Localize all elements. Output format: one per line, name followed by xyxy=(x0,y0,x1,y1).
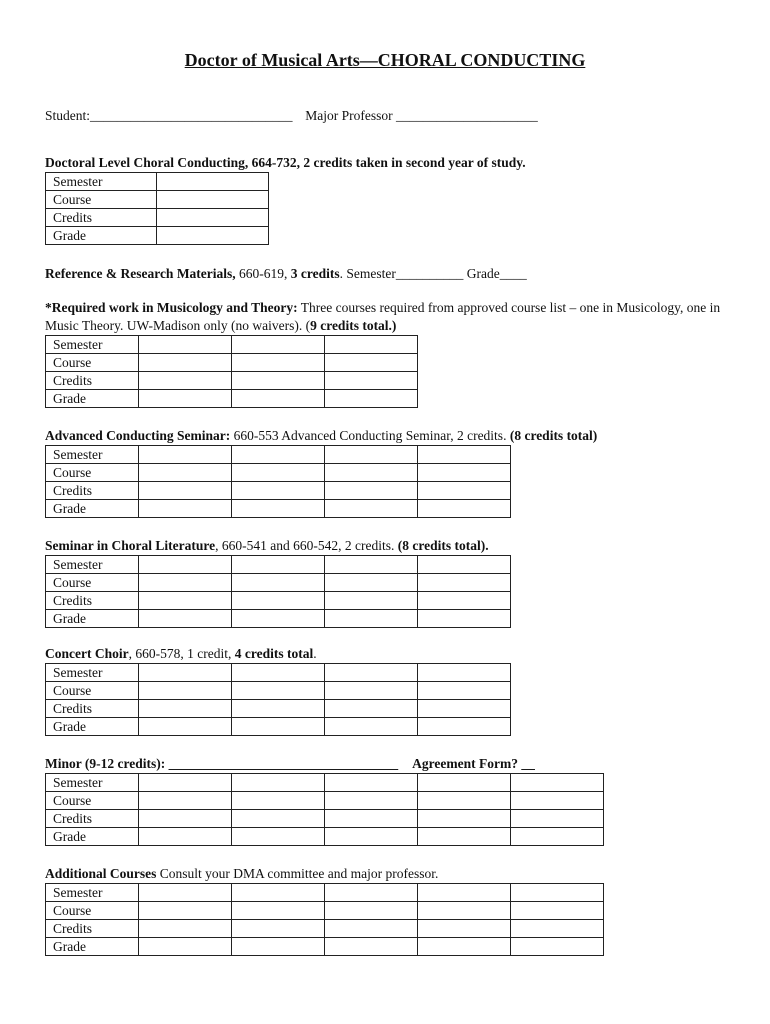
minor-field[interactable]: Minor (9-12 credits): __________________________________ xyxy=(45,756,399,771)
table-cell[interactable] xyxy=(139,810,232,828)
table-cell[interactable] xyxy=(325,700,418,718)
additional-courses-table xyxy=(45,883,604,956)
table-cell[interactable] xyxy=(418,610,511,628)
row-label: Semester xyxy=(46,336,139,354)
doctoral-table xyxy=(45,172,269,245)
table-cell[interactable] xyxy=(139,664,232,682)
literature-text-1: , 660-541 and 660-542, 2 credits. xyxy=(215,538,398,553)
page-title: Doctor of Musical Arts—CHORAL CONDUCTING xyxy=(184,50,586,70)
table-row xyxy=(46,902,604,920)
table-row xyxy=(46,884,604,902)
reference-line xyxy=(45,265,527,283)
table-cell[interactable] xyxy=(139,718,232,736)
table-cell[interactable] xyxy=(232,354,325,372)
table-cell[interactable] xyxy=(418,500,511,518)
table-cell[interactable] xyxy=(139,682,232,700)
table-row xyxy=(46,227,269,245)
musicology-theory-table xyxy=(45,335,418,408)
required-heading xyxy=(45,299,725,335)
table-cell[interactable] xyxy=(232,792,325,810)
table-cell[interactable] xyxy=(325,500,418,518)
minor-heading xyxy=(45,755,535,773)
row-label: Course xyxy=(46,574,139,592)
table-cell[interactable] xyxy=(418,682,511,700)
table-cell[interactable] xyxy=(418,718,511,736)
row-label: Credits xyxy=(46,920,139,938)
table-cell[interactable] xyxy=(139,592,232,610)
table-cell[interactable] xyxy=(511,938,604,956)
table-cell[interactable] xyxy=(232,938,325,956)
choir-text-2: . xyxy=(313,646,317,661)
table-cell[interactable] xyxy=(325,920,418,938)
table-row xyxy=(46,209,269,227)
table-cell[interactable] xyxy=(232,574,325,592)
doctoral-heading xyxy=(45,154,526,172)
student-field[interactable]: Student:______________________________ xyxy=(45,108,293,123)
table-cell[interactable] xyxy=(325,610,418,628)
table-cell[interactable] xyxy=(418,828,511,846)
table-cell[interactable] xyxy=(139,574,232,592)
table-cell[interactable] xyxy=(325,810,418,828)
table-cell[interactable] xyxy=(418,902,511,920)
table-row xyxy=(46,482,511,500)
row-label: Semester xyxy=(46,664,139,682)
table-cell[interactable] xyxy=(139,828,232,846)
row-label: Semester xyxy=(46,884,139,902)
table-cell[interactable] xyxy=(157,227,269,245)
table-cell[interactable] xyxy=(418,482,511,500)
table-cell[interactable] xyxy=(418,574,511,592)
additional-heading xyxy=(45,865,438,883)
table-cell[interactable] xyxy=(325,682,418,700)
table-cell[interactable] xyxy=(325,938,418,956)
row-label: Grade xyxy=(46,500,139,518)
row-label: Course xyxy=(46,191,157,209)
table-cell[interactable] xyxy=(511,884,604,902)
table-row xyxy=(46,700,511,718)
row-label: Grade xyxy=(46,390,139,408)
table-cell[interactable] xyxy=(157,173,269,191)
table-cell[interactable] xyxy=(232,446,325,464)
table-row xyxy=(46,574,511,592)
table-cell[interactable] xyxy=(418,884,511,902)
table-cell[interactable] xyxy=(418,810,511,828)
table-cell[interactable] xyxy=(232,610,325,628)
table-cell[interactable] xyxy=(418,464,511,482)
table-cell[interactable] xyxy=(232,884,325,902)
advanced-heading xyxy=(45,427,597,445)
reference-bold-1: Reference & Research Materials, xyxy=(45,266,236,281)
row-label: Grade xyxy=(46,828,139,846)
row-label: Grade xyxy=(46,227,157,245)
table-cell[interactable] xyxy=(139,700,232,718)
table-cell[interactable] xyxy=(511,774,604,792)
table-row xyxy=(46,446,511,464)
literature-table xyxy=(45,555,511,628)
table-row xyxy=(46,810,604,828)
row-label: Credits xyxy=(46,810,139,828)
table-cell[interactable] xyxy=(418,792,511,810)
row-label: Grade xyxy=(46,610,139,628)
table-cell[interactable] xyxy=(325,556,418,574)
table-cell[interactable] xyxy=(232,700,325,718)
table-cell[interactable] xyxy=(139,902,232,920)
table-cell[interactable] xyxy=(418,920,511,938)
table-row xyxy=(46,354,418,372)
major-professor-field[interactable]: Major Professor _____________________ xyxy=(305,108,538,123)
row-label: Course xyxy=(46,792,139,810)
literature-heading xyxy=(45,537,489,555)
table-cell[interactable] xyxy=(511,902,604,920)
table-cell[interactable] xyxy=(232,482,325,500)
required-bold-2: 9 credits total.) xyxy=(310,318,397,333)
table-row xyxy=(46,336,418,354)
table-cell[interactable] xyxy=(139,372,232,390)
table-cell[interactable] xyxy=(325,574,418,592)
table-row xyxy=(46,718,511,736)
table-cell[interactable] xyxy=(232,774,325,792)
table-cell[interactable] xyxy=(325,774,418,792)
table-cell[interactable] xyxy=(232,810,325,828)
table-cell[interactable] xyxy=(139,464,232,482)
row-label: Credits xyxy=(46,592,139,610)
table-cell[interactable] xyxy=(232,718,325,736)
table-row xyxy=(46,464,511,482)
row-label: Credits xyxy=(46,209,157,227)
table-cell[interactable] xyxy=(232,372,325,390)
table-cell[interactable] xyxy=(325,718,418,736)
table-cell[interactable] xyxy=(325,354,418,372)
table-cell[interactable] xyxy=(232,920,325,938)
table-cell[interactable] xyxy=(232,682,325,700)
table-cell[interactable] xyxy=(418,938,511,956)
row-label: Semester xyxy=(46,173,157,191)
table-cell[interactable] xyxy=(139,354,232,372)
table-cell[interactable] xyxy=(157,191,269,209)
table-row xyxy=(46,664,511,682)
reference-text-1: 660-619, xyxy=(235,266,291,281)
table-cell[interactable] xyxy=(325,390,418,408)
advanced-text-1: 660-553 Advanced Conducting Seminar, 2 credits. xyxy=(230,428,510,443)
literature-bold-2: (8 credits total). xyxy=(397,538,489,553)
reference-bold-2: 3 credits xyxy=(290,266,340,281)
table-row xyxy=(46,372,418,390)
table-cell[interactable] xyxy=(232,464,325,482)
table-cell[interactable] xyxy=(418,592,511,610)
table-cell[interactable] xyxy=(325,592,418,610)
table-row xyxy=(46,556,511,574)
table-cell[interactable] xyxy=(325,902,418,920)
table-cell[interactable] xyxy=(232,902,325,920)
row-label: Credits xyxy=(46,372,139,390)
row-label: Semester xyxy=(46,774,139,792)
table-row xyxy=(46,390,418,408)
table-cell[interactable] xyxy=(325,482,418,500)
table-row xyxy=(46,920,604,938)
table-row xyxy=(46,682,511,700)
choir-heading xyxy=(45,645,317,663)
advanced-bold-2: (8 credits total) xyxy=(509,428,598,443)
table-cell[interactable] xyxy=(232,664,325,682)
table-row xyxy=(46,610,511,628)
row-label: Course xyxy=(46,354,139,372)
doctoral-heading-text: Doctoral Level Choral Conducting, 664-732, 2 credits taken in second year of study. xyxy=(45,155,526,170)
table-cell[interactable] xyxy=(139,500,232,518)
table-cell[interactable] xyxy=(139,884,232,902)
table-cell[interactable] xyxy=(139,390,232,408)
table-cell[interactable] xyxy=(325,464,418,482)
table-cell[interactable] xyxy=(418,664,511,682)
row-label: Semester xyxy=(46,446,139,464)
table-cell[interactable] xyxy=(157,209,269,227)
table-row xyxy=(46,938,604,956)
row-label: Course xyxy=(46,682,139,700)
student-row xyxy=(45,107,538,125)
table-cell[interactable] xyxy=(232,336,325,354)
concert-choir-table xyxy=(45,663,511,736)
table-cell[interactable] xyxy=(232,592,325,610)
row-label: Semester xyxy=(46,556,139,574)
table-cell[interactable] xyxy=(139,556,232,574)
row-label: Grade xyxy=(46,938,139,956)
table-cell[interactable] xyxy=(139,482,232,500)
table-cell[interactable] xyxy=(232,556,325,574)
table-row xyxy=(46,774,604,792)
table-cell[interactable] xyxy=(139,610,232,628)
choir-bold-1: Concert Choir xyxy=(45,646,129,661)
table-cell[interactable] xyxy=(325,336,418,354)
table-cell[interactable] xyxy=(418,700,511,718)
table-cell[interactable] xyxy=(511,810,604,828)
table-cell[interactable] xyxy=(418,446,511,464)
agreement-form-field[interactable]: Agreement Form? __ xyxy=(412,756,535,771)
table-cell[interactable] xyxy=(232,390,325,408)
advanced-seminar-table xyxy=(45,445,511,518)
table-cell[interactable] xyxy=(325,664,418,682)
table-row xyxy=(46,592,511,610)
table-cell[interactable] xyxy=(232,500,325,518)
row-label: Credits xyxy=(46,700,139,718)
table-row xyxy=(46,500,511,518)
table-cell[interactable] xyxy=(418,774,511,792)
row-label: Credits xyxy=(46,482,139,500)
additional-text-1: Consult your DMA committee and major professor. xyxy=(156,866,439,881)
required-bold-1: *Required work in Musicology and Theory: xyxy=(45,300,298,315)
row-label: Course xyxy=(46,902,139,920)
choir-bold-2: 4 credits total xyxy=(234,646,314,661)
table-cell[interactable] xyxy=(325,792,418,810)
additional-bold-1: Additional Courses xyxy=(45,866,157,881)
table-row xyxy=(46,173,269,191)
table-cell[interactable] xyxy=(325,446,418,464)
table-cell[interactable] xyxy=(325,372,418,390)
table-row xyxy=(46,828,604,846)
row-label: Grade xyxy=(46,718,139,736)
table-cell[interactable] xyxy=(418,556,511,574)
table-cell[interactable] xyxy=(139,774,232,792)
table-cell[interactable] xyxy=(511,792,604,810)
table-cell[interactable] xyxy=(325,884,418,902)
reference-text-2[interactable]: . Semester__________ Grade____ xyxy=(339,266,527,281)
table-cell[interactable] xyxy=(511,920,604,938)
table-row xyxy=(46,191,269,209)
table-cell[interactable] xyxy=(232,828,325,846)
table-cell[interactable] xyxy=(139,446,232,464)
literature-bold-1: Seminar in Choral Literature xyxy=(45,538,216,553)
table-cell[interactable] xyxy=(139,920,232,938)
advanced-bold-1: Advanced Conducting Seminar: xyxy=(45,428,231,443)
table-cell[interactable] xyxy=(139,336,232,354)
table-cell[interactable] xyxy=(511,828,604,846)
table-cell[interactable] xyxy=(139,792,232,810)
table-cell[interactable] xyxy=(325,828,418,846)
choir-text-1: , 660-578, 1 credit, xyxy=(128,646,235,661)
table-row xyxy=(46,792,604,810)
table-cell[interactable] xyxy=(139,938,232,956)
row-label: Course xyxy=(46,464,139,482)
minor-table xyxy=(45,773,604,846)
required-text-1: Three courses required from approved course list – one in Musicology, one in Music Theory. UW-Madison only (no waivers). ( xyxy=(45,300,721,333)
